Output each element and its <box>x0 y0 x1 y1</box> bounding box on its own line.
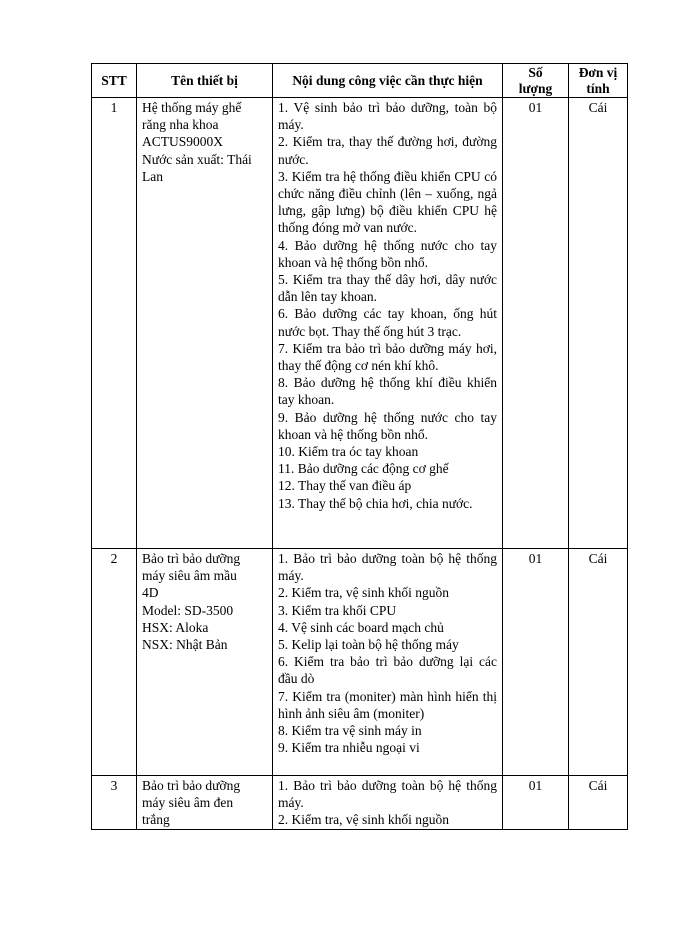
row-unit: Cái <box>569 549 628 776</box>
row-device-name: Bảo trì bảo dưỡng máy siêu âm đen trắng <box>137 776 273 830</box>
table-row <box>92 776 628 830</box>
header-unit: Đơn vị tính <box>569 64 628 98</box>
row-quantity: 01 <box>503 98 569 549</box>
row-stt: 2 <box>92 549 137 776</box>
row-work-content: 1. Vệ sinh bảo trì bảo dưỡng, toàn bộ máy. 2. Kiểm tra, thay thế đường hơi, đường nước. 3. Kiểm tra hệ thống điều khiển CPU có chức năng điều chỉnh (lên – xuống, ngả lưng, gập lưng) bộ điều khiển CPU hệ thống đóng mở van nước. 4. Bảo dưỡng hệ thống nước cho tay khoan và hệ thống bồn nhổ. 5. Kiểm tra thay thế dây hơi, dây nước dẫn lên tay khoan. 6. Bảo dưỡng các tay khoan, ống hút nước bọt. Thay thế ống hút 3 trạc. 7. Kiểm tra bảo trì bảo dưỡng máy hơi, thay thế động cơ nén khí khô. 8. Bảo dưỡng hệ thống khí điều khiển tay khoan. 9. Bảo dưỡng hệ thống nước cho tay khoan và hệ thống bồn nhổ. 10. Kiểm tra óc tay khoan 11. Bảo dưỡng các động cơ ghế 12. Thay thế van điều áp 13. Thay thế bộ chia hơi, chia nước. <box>273 98 503 549</box>
row-quantity: 01 <box>503 549 569 776</box>
table-row <box>92 98 628 549</box>
maintenance-table <box>91 63 628 830</box>
header-quantity: Số lượng <box>503 64 569 98</box>
row-work-content: 1. Bảo trì bảo dưỡng toàn bộ hệ thống máy. 2. Kiểm tra, vệ sinh khối nguồn <box>273 776 503 830</box>
row-device-name: Bảo trì bảo dưỡng máy siêu âm mầu 4D Model: SD-3500 HSX: Aloka NSX: Nhật Bản <box>137 549 273 776</box>
table-row <box>92 549 628 776</box>
row-device-name: Hệ thống máy ghế răng nha khoa ACTUS9000X Nước sản xuất: Thái Lan <box>137 98 273 549</box>
row-unit: Cái <box>569 776 628 830</box>
header-device-name: Tên thiết bị <box>137 64 273 98</box>
table-header-row <box>92 64 628 98</box>
row-work-content: 1. Bảo trì bảo dưỡng toàn bộ hệ thống máy. 2. Kiểm tra, vệ sinh khối nguồn 3. Kiểm tra khối CPU 4. Vệ sinh các board mạch chủ 5. Kelip lại toàn bộ hệ thống máy 6. Kiểm tra bảo trì bảo dưỡng lại các đầu dò 7. Kiểm tra (moniter) màn hình hiển thị hình ảnh siêu âm (moniter) 8. Kiểm tra vệ sinh máy in 9. Kiểm tra nhiễu ngoại vi <box>273 549 503 776</box>
row-quantity: 01 <box>503 776 569 830</box>
row-stt: 3 <box>92 776 137 830</box>
header-work-content: Nội dung công việc cần thực hiện <box>273 64 503 98</box>
row-unit: Cái <box>569 98 628 549</box>
row-stt: 1 <box>92 98 137 549</box>
header-stt: STT <box>92 64 137 98</box>
